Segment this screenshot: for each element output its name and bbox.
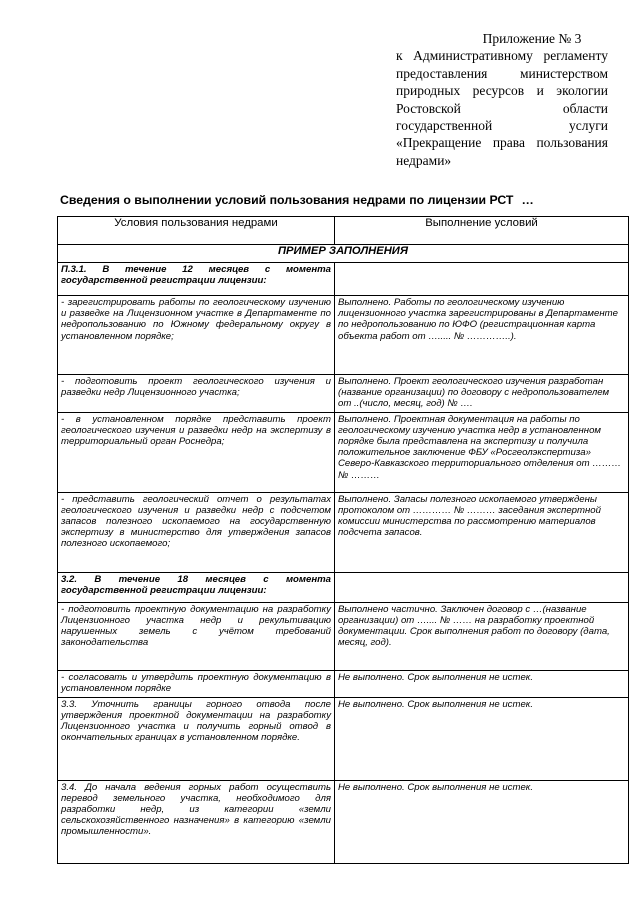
table-row: [58, 263, 629, 296]
appendix-title: Приложение № 3: [482, 31, 582, 46]
condition-cell: П.3.1. В течение 12 месяцев с момента государственной регистрации лицензии:: [58, 263, 335, 296]
condition-cell: - зарегистрировать работы по геологическому изучению и разведке на Лицензионном участке в Департаменте по недропользованию по Южному федеральному округу в установленном порядке;: [58, 296, 335, 375]
condition-cell: - подготовить проект геологического изучения и разведки недр Лицензионного участка;: [58, 375, 335, 413]
table-row: [58, 296, 629, 375]
example-row: [58, 245, 629, 263]
condition-cell: 3.4. До начала ведения горных работ осуществить перевод земельного участка, необходимого для разработки недр, из категории «земли сельскохозяйственного назначения» в категорию «земли промышленности».: [58, 780, 335, 863]
result-cell: Не выполнено. Срок выполнения не истек.: [335, 697, 629, 780]
table-row: [58, 375, 629, 413]
result-cell: Выполнено. Работы по геологическому изучению лицензионного участка зарегистрированы в Департаменте по недропользованию по ЮФО (регистрационная карта объекта работ от …..... № …………..).: [335, 296, 629, 375]
document-title: [60, 193, 600, 207]
result-cell: Не выполнено. Срок выполнения не истек.: [335, 670, 629, 697]
result-cell: Выполнено частично. Заключен договор с …(название организации) от ….... № …… на разработку проектной документации. Срок выполнения работ по договору (дата, месяц, год).: [335, 602, 629, 670]
header-fulfillment: Выполнение условий: [335, 217, 629, 245]
table-row: [58, 572, 629, 602]
appendix-text: к Административному регламенту предоставления министерством природных ресурсов и экологии Ростовской области государственной услуги «Прекращение права пользования недрами»: [396, 48, 608, 168]
condition-cell: - согласовать и утвердить проектную документацию в установленном порядке: [58, 670, 335, 697]
condition-cell: 3.2. В течение 18 месяцев с момента государственной регистрации лицензии:: [58, 572, 335, 602]
condition-cell: - представить геологический отчет о результатах геологического изучения и разведки недр с подсчетом запасов полезного ископаемого на государственную экспертизу в министерство для утверждения запасов полезного ископаемого;: [58, 492, 335, 572]
result-cell: Не выполнено. Срок выполнения не истек.: [335, 780, 629, 863]
appendix-note: [396, 30, 608, 169]
condition-cell: - подготовить проектную документацию на разработку Лицензионного участка недр и рекультивацию нарушенных земель с учётом требований законодательства: [58, 602, 335, 670]
table-row: [58, 412, 629, 492]
document-title-text: Сведения о выполнении условий пользования недрами по лицензии РСТ: [60, 193, 514, 207]
document-title-dots: …: [521, 193, 534, 207]
result-cell: [335, 572, 629, 602]
result-cell: [335, 263, 629, 296]
condition-cell: - в установленном порядке представить проект геологического изучения и разведки недр на экспертизу в территориальный орган Роснедра;: [58, 412, 335, 492]
license-conditions-table: [57, 216, 629, 864]
table-row: [58, 697, 629, 780]
table-row: [58, 670, 629, 697]
result-cell: Выполнено. Проектная документация на работы по геологическому изучению участка недр в установленном порядке была представлена на экспертизу и получила положительное заключение ФБУ «Росгеолэкспертиза» Северо-Кавказского территориального отделения от ……… № ………: [335, 412, 629, 492]
result-cell: Выполнено. Запасы полезного ископаемого утверждены протоколом от ………… № ……… заседания экспертной комиссии министерства по рассмотрению материалов подсчета запасов.: [335, 492, 629, 572]
header-conditions: Условия пользования недрами: [58, 217, 335, 245]
table-row: [58, 492, 629, 572]
table-header-row: [58, 217, 629, 245]
table-row: [58, 780, 629, 863]
result-cell: Выполнено. Проект геологического изучения разработан (название организации) по договору с недропользователем от ..(число, месяц, год) № ….: [335, 375, 629, 413]
table-row: [58, 602, 629, 670]
example-label: ПРИМЕР ЗАПОЛНЕНИЯ: [58, 245, 629, 263]
condition-cell: 3.3. Уточнить границы горного отвода после утверждения проектной документации на разработку Лицензионного участка и получить горный отвод в окончательных границах в установленном порядке.: [58, 697, 335, 780]
